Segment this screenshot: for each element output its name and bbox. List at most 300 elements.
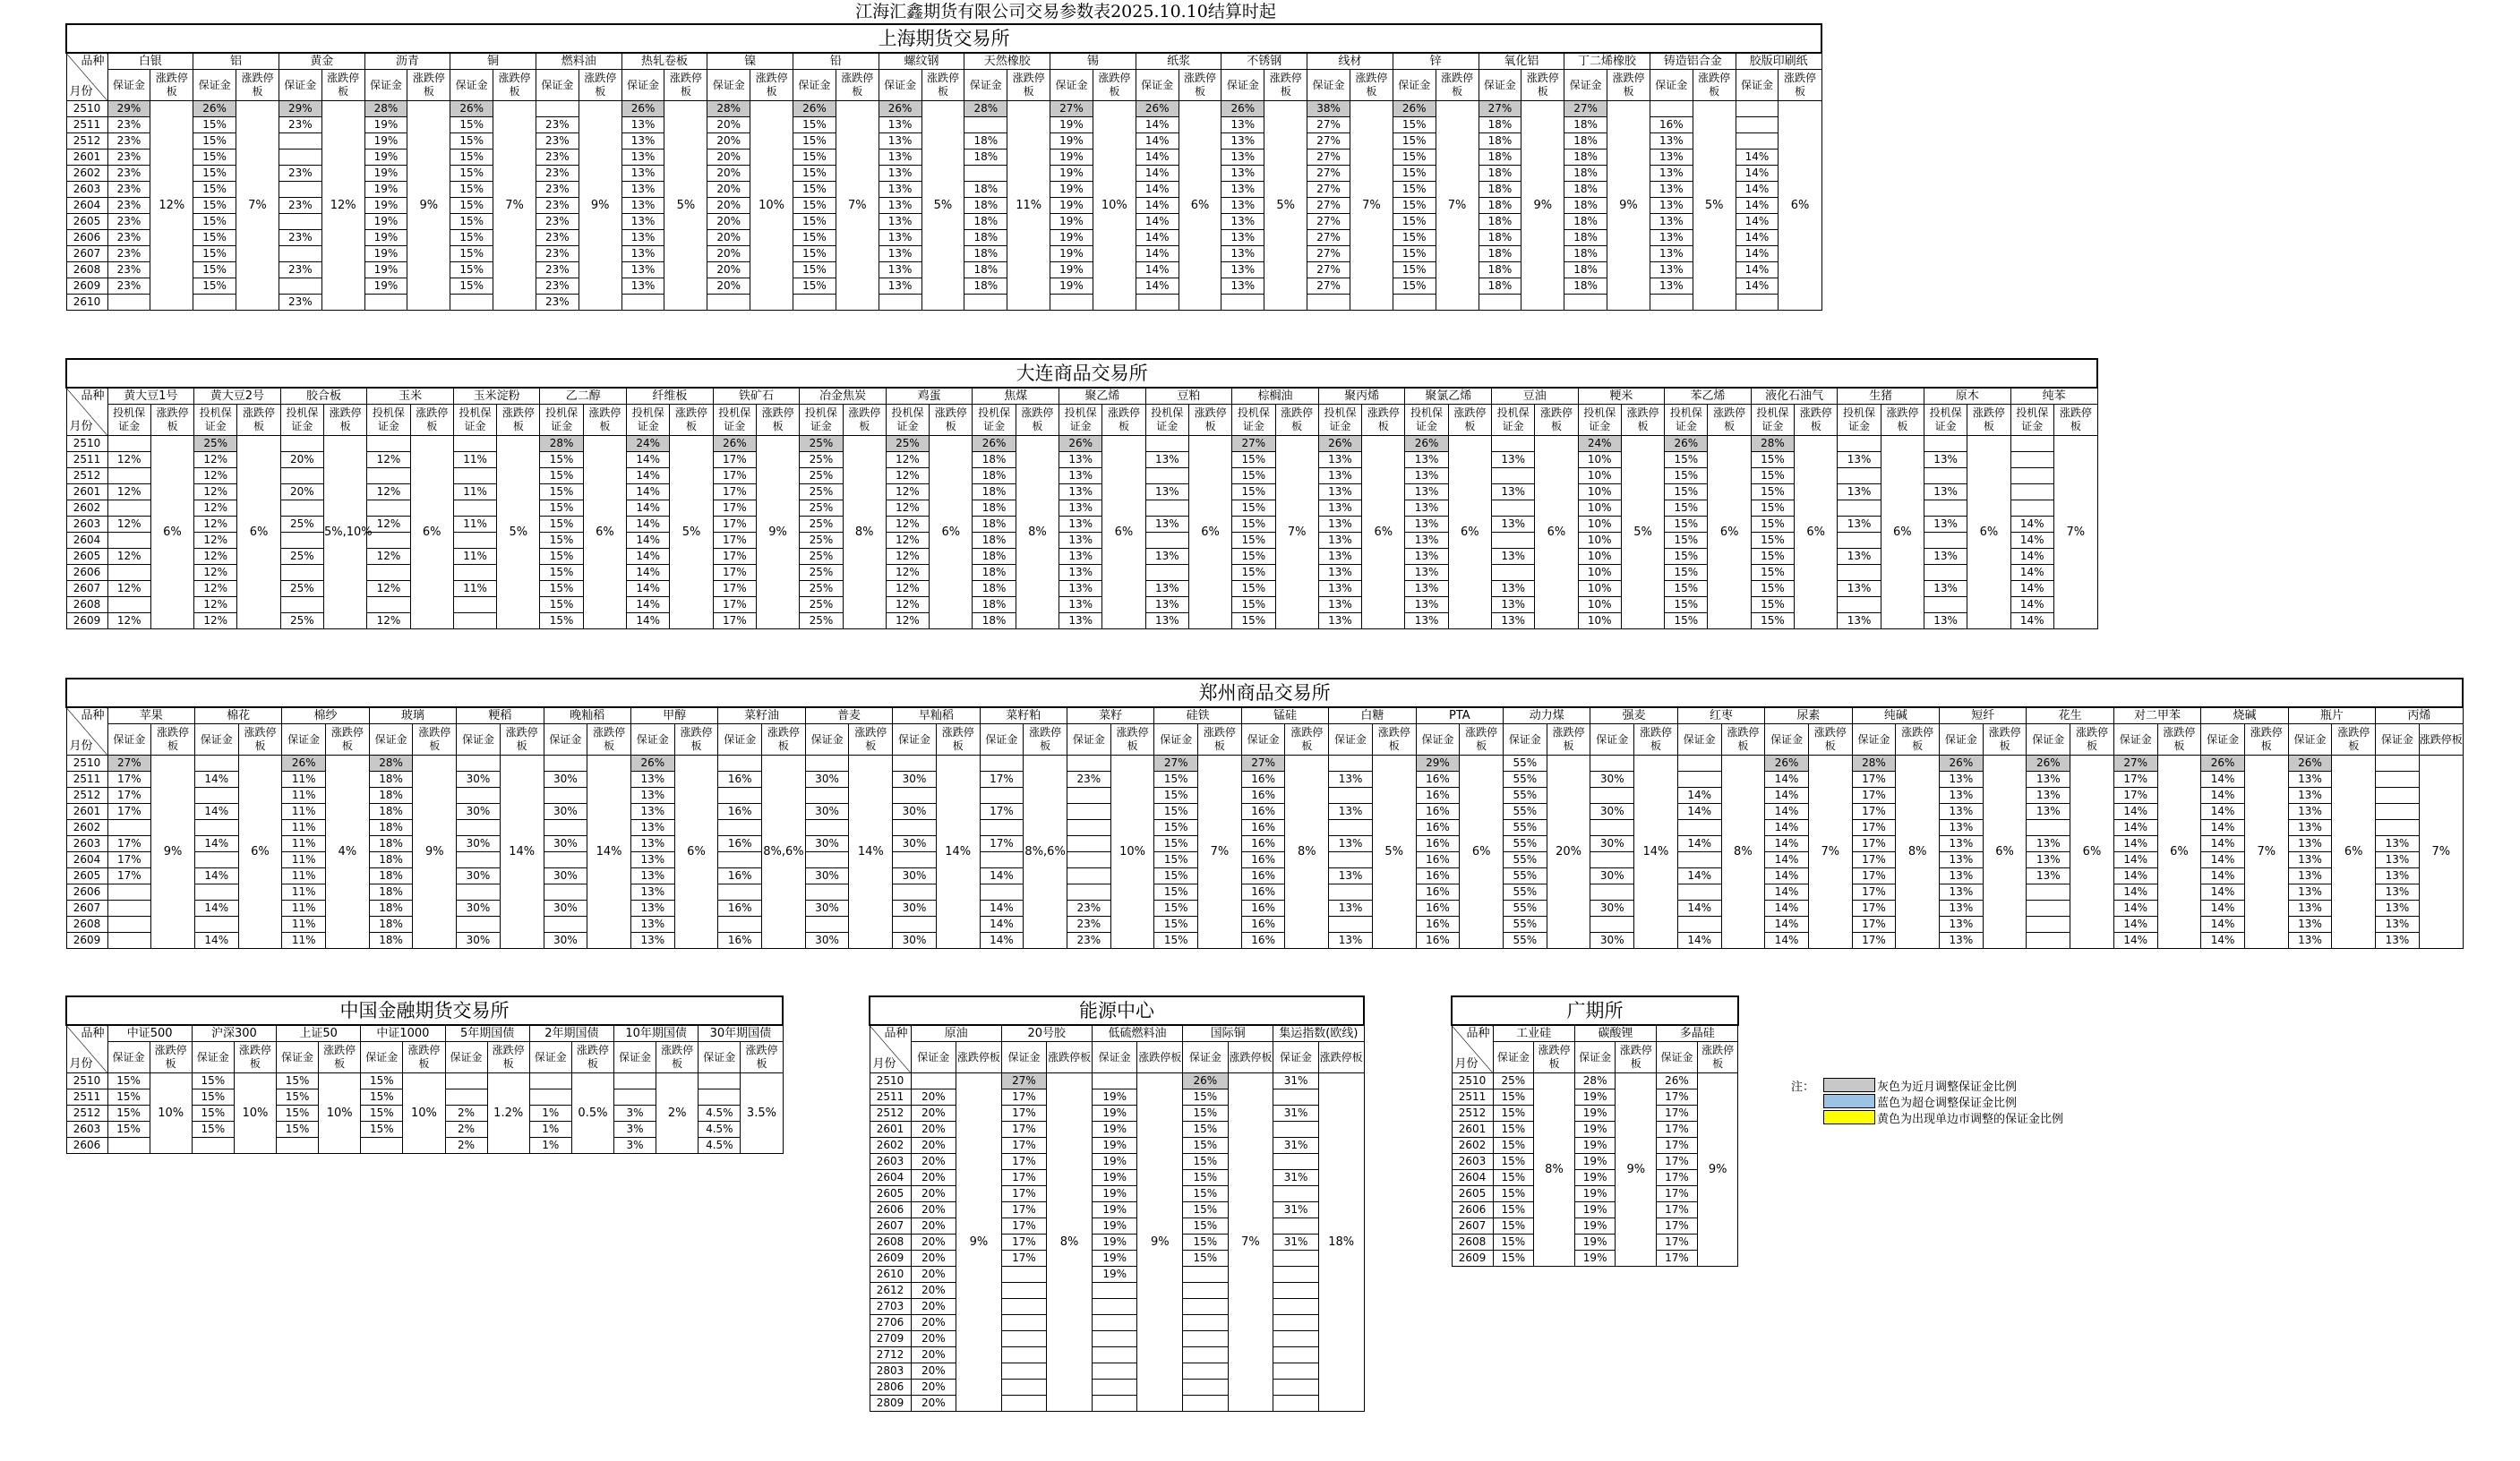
margin-cell: 28% — [1574, 1073, 1616, 1089]
month-row — [870, 1299, 1364, 1315]
price-limit-cell: 10% — [234, 1073, 276, 1154]
price-limit-cell: 7% — [2244, 756, 2288, 949]
margin-cell: 15% — [1751, 581, 1794, 597]
margin-cell — [194, 852, 238, 868]
product-name-row — [66, 388, 2097, 405]
margin-cell: 12% — [367, 517, 410, 533]
margin-cell: 14% — [1736, 214, 1779, 230]
margin-cell — [2010, 500, 2053, 517]
month-row — [870, 1315, 1364, 1331]
price-limit-cell: 8% — [1285, 756, 1329, 949]
margin-cell: 15% — [277, 1073, 319, 1089]
price-limit-cell: 6% — [1535, 436, 1578, 629]
margin-cell: 14% — [2201, 917, 2245, 933]
margin-cell: 20% — [911, 1251, 956, 1267]
margin-cell — [1838, 468, 1881, 484]
margin-cell: 12% — [886, 581, 929, 597]
margin-cell — [980, 884, 1024, 901]
margin-cell: 14% — [2201, 772, 2245, 788]
margin-cell: 13% — [1221, 246, 1264, 262]
margin-cell — [367, 500, 410, 517]
price-limit-cell: 9% — [413, 756, 457, 949]
price-limit-cell: 6% — [1102, 436, 1145, 629]
margin-cell: 55% — [1504, 788, 1547, 804]
product-name: 白银 — [107, 53, 193, 70]
limit-header: 涨跌停板 — [150, 1042, 192, 1073]
margin-cell: 15% — [793, 246, 836, 262]
margin-cell — [107, 820, 151, 836]
limit-header: 涨跌停板 — [1547, 724, 1590, 756]
product-name: 中证1000 — [361, 1025, 445, 1042]
margin-cell: 15% — [1493, 1106, 1534, 1122]
margin-cell — [1329, 852, 1373, 868]
margin-cell: 14% — [2010, 549, 2053, 565]
margin-cell: 17% — [1001, 1170, 1047, 1186]
margin-cell — [544, 788, 587, 804]
margin-cell — [964, 117, 1007, 133]
price-limit-cell: 12% — [150, 101, 193, 311]
margin-cell: 13% — [1405, 581, 1448, 597]
margin-cell: 15% — [1154, 901, 1198, 917]
product-name: 鸡蛋 — [886, 388, 973, 405]
margin-cell: 14% — [194, 772, 238, 788]
margin-cell: 24% — [1578, 436, 1621, 452]
margin-cell: 55% — [1504, 868, 1547, 884]
margin-cell — [1067, 788, 1110, 804]
margin-cell: 13% — [630, 917, 674, 933]
margin-cell: 19% — [1050, 278, 1093, 295]
margin-cell: 13% — [1405, 613, 1448, 629]
margin-cell: 19% — [1574, 1202, 1616, 1218]
margin-cell: 55% — [1504, 772, 1547, 788]
month-row — [1452, 1073, 1738, 1089]
margin-cell — [893, 852, 937, 868]
margin-cell: 16% — [1650, 117, 1693, 133]
variety-month-corner — [1452, 1025, 1493, 1073]
margin-cell: 13% — [1940, 917, 1984, 933]
margin-cell — [279, 278, 321, 295]
margin-cell: 26% — [1405, 436, 1448, 452]
margin-cell: 15% — [193, 198, 236, 214]
margin-cell: 20% — [911, 1122, 956, 1138]
margin-cell: 17% — [1852, 901, 1896, 917]
margin-header: 保证金 — [879, 70, 921, 101]
price-limit-cell: 5% — [670, 436, 713, 629]
margin-cell: 15% — [1665, 468, 1708, 484]
margin-cell: 15% — [793, 214, 836, 230]
margin-cell: 13% — [1650, 166, 1693, 182]
margin-cell: 15% — [450, 150, 493, 166]
month-row — [1452, 1138, 1738, 1154]
margin-cell — [544, 756, 587, 772]
margin-cell: 19% — [364, 150, 407, 166]
margin-cell: 15% — [540, 597, 583, 613]
margin-cell — [280, 436, 323, 452]
margin-cell — [457, 820, 501, 836]
margin-cell — [1092, 1073, 1137, 1089]
margin-cell: 18% — [964, 182, 1007, 198]
margin-cell — [1183, 1380, 1229, 1396]
margin-cell: 18% — [964, 198, 1007, 214]
margin-cell: 15% — [1493, 1186, 1534, 1202]
margin-cell: 15% — [1154, 868, 1198, 884]
variety-month-corner — [66, 388, 107, 436]
margin-cell — [1838, 500, 1881, 517]
margin-cell: 14% — [627, 452, 670, 468]
margin-cell — [614, 1073, 656, 1089]
limit-header: 涨跌停板 — [2070, 724, 2114, 756]
margin-cell: 13% — [1405, 565, 1448, 581]
margin-cell: 15% — [1665, 500, 1708, 517]
margin-cell: 13% — [1650, 230, 1693, 246]
price-limit-cell: 7% — [1350, 101, 1393, 311]
margin-cell: 13% — [1924, 549, 1967, 565]
limit-header: 涨跌停板 — [1188, 405, 1231, 436]
margin-cell — [718, 852, 762, 868]
margin-header: 保证金 — [2113, 724, 2157, 756]
margin-cell: 15% — [450, 262, 493, 278]
price-limit-cell: 5% — [1693, 101, 1736, 311]
margin-cell: 15% — [1154, 852, 1198, 868]
margin-cell: 17% — [1001, 1154, 1047, 1170]
margin-cell — [361, 1138, 403, 1154]
product-name: 铝 — [193, 53, 279, 70]
margin-cell: 14% — [194, 836, 238, 852]
margin-cell: 10% — [1578, 613, 1621, 629]
variety-label: 品种 — [884, 1027, 908, 1040]
limit-header: 涨跌停板 — [2332, 724, 2376, 756]
legend-text-blue: 蓝色为超仓调整保证金比例 — [1877, 1096, 2018, 1110]
margin-cell: 13% — [621, 198, 664, 214]
margin-cell: 13% — [2288, 917, 2332, 933]
margin-cell: 14% — [2113, 820, 2157, 836]
margin-cell — [194, 756, 238, 772]
margin-cell: 14% — [2010, 613, 2053, 629]
margin-cell: 19% — [1050, 246, 1093, 262]
margin-cell: 12% — [367, 452, 410, 468]
margin-cell: 14% — [2113, 901, 2157, 917]
margin-cell: 17% — [980, 836, 1024, 852]
exchange-grid — [65, 678, 2464, 949]
margin-cell: 19% — [1092, 1170, 1137, 1186]
margin-cell: 26% — [282, 756, 326, 772]
legend-row-yellow — [1791, 1109, 2063, 1125]
margin-cell: 15% — [793, 133, 836, 150]
margin-cell: 15% — [1665, 597, 1708, 613]
margin-cell — [1001, 1267, 1047, 1283]
month-row — [870, 1154, 1364, 1170]
margin-cell: 19% — [1092, 1202, 1137, 1218]
margin-cell: 14% — [1136, 166, 1179, 182]
margin-cell — [1736, 101, 1779, 117]
margin-cell: 15% — [540, 581, 583, 597]
margin-cell: 15% — [1493, 1202, 1534, 1218]
margin-cell: 13% — [879, 230, 921, 246]
margin-cell — [964, 166, 1007, 182]
margin-cell: 14% — [627, 549, 670, 565]
margin-cell: 13% — [1650, 198, 1693, 214]
product-name: 纯苯 — [2010, 388, 2097, 405]
margin-cell — [1273, 1299, 1319, 1315]
margin-cell — [2027, 820, 2070, 836]
margin-cell: 18% — [973, 613, 1016, 629]
margin-cell: 13% — [1838, 517, 1881, 533]
margin-cell: 30% — [544, 804, 587, 820]
margin-cell: 19% — [1050, 262, 1093, 278]
margin-cell: 13% — [1405, 484, 1448, 500]
margin-cell: 15% — [193, 133, 236, 150]
margin-cell: 18% — [369, 804, 413, 820]
margin-cell: 14% — [1765, 836, 1809, 852]
margin-cell: 13% — [630, 836, 674, 852]
margin-cell: 14% — [980, 901, 1024, 917]
margin-cell — [544, 852, 587, 868]
margin-cell: 15% — [1232, 565, 1275, 581]
margin-cell: 11% — [282, 917, 326, 933]
price-limit-cell: 6% — [1188, 436, 1231, 629]
margin-cell: 13% — [1059, 484, 1102, 500]
month-cell: 2606 — [870, 1202, 911, 1218]
margin-cell: 26% — [1059, 436, 1102, 452]
margin-cell: 17% — [1001, 1106, 1047, 1122]
margin-cell: 12% — [886, 565, 929, 581]
month-cell: 2601 — [66, 150, 107, 166]
margin-cell: 17% — [1001, 1089, 1047, 1106]
margin-cell: 15% — [277, 1089, 319, 1106]
margin-cell — [367, 468, 410, 484]
margin-cell: 55% — [1504, 836, 1547, 852]
margin-cell: 20% — [911, 1380, 956, 1396]
margin-cell: 31% — [1273, 1235, 1319, 1251]
product-name: 硅铁 — [1154, 707, 1241, 724]
margin-header: 保证金 — [1307, 70, 1350, 101]
margin-cell: 4.5% — [699, 1106, 741, 1122]
product-name: 聚丙烯 — [1318, 388, 1405, 405]
margin-cell: 15% — [1665, 613, 1708, 629]
margin-cell: 17% — [107, 788, 151, 804]
margin-cell: 13% — [1405, 533, 1448, 549]
month-cell: 2609 — [66, 613, 107, 629]
margin-cell — [1273, 1315, 1319, 1331]
price-limit-cell: 8% — [1896, 756, 1940, 949]
limit-header: 涨跌停板 — [1693, 70, 1736, 101]
price-limit-cell: 7% — [1228, 1073, 1273, 1412]
margin-cell: 15% — [1183, 1186, 1229, 1202]
margin-cell: 13% — [1838, 549, 1881, 565]
price-limit-cell: 9% — [1697, 1073, 1738, 1267]
margin-cell — [1273, 1396, 1319, 1412]
price-limit-cell: 9% — [151, 756, 195, 949]
product-name: 国际铜 — [1183, 1025, 1273, 1042]
limit-header: 涨跌停板 — [750, 70, 793, 101]
month-row — [1452, 1251, 1738, 1267]
variety-label: 品种 — [81, 1027, 105, 1040]
margin-cell: 11% — [282, 788, 326, 804]
margin-cell: 15% — [450, 117, 493, 133]
month-cell: 2608 — [66, 917, 107, 933]
margin-cell — [107, 500, 150, 517]
margin-cell: 13% — [2288, 772, 2332, 788]
margin-cell: 28% — [540, 436, 583, 452]
margin-cell: 18% — [973, 533, 1016, 549]
margin-cell: 10% — [1578, 549, 1621, 565]
margin-header: 投机保证金 — [107, 405, 150, 436]
limit-header: 涨跌停板 — [1808, 724, 1852, 756]
margin-cell: 13% — [621, 230, 664, 246]
limit-header: 涨跌停板 — [1110, 724, 1154, 756]
margin-cell: 16% — [1241, 884, 1285, 901]
margin-cell: 15% — [1665, 452, 1708, 468]
margin-header: 投机保证金 — [886, 405, 929, 436]
margin-cell: 18% — [973, 484, 1016, 500]
margin-cell: 14% — [1136, 230, 1179, 246]
margin-header: 保证金 — [1677, 724, 1721, 756]
margin-cell: 17% — [2113, 772, 2157, 788]
margin-cell: 23% — [536, 182, 579, 198]
margin-header: 保证金 — [1001, 1042, 1047, 1073]
price-limit-cell: 4% — [326, 756, 370, 949]
margin-cell: 23% — [107, 214, 150, 230]
margin-cell: 18% — [369, 884, 413, 901]
margin-cell: 13% — [1145, 613, 1188, 629]
margin-cell: 17% — [1852, 917, 1896, 933]
month-cell: 2806 — [870, 1380, 911, 1396]
margin-cell — [367, 436, 410, 452]
margin-cell: 15% — [793, 262, 836, 278]
product-name: 集运指数(欧线) — [1273, 1025, 1364, 1042]
margin-cell — [1924, 500, 1967, 517]
limit-header: 涨跌停板 — [674, 724, 718, 756]
exchange-grid — [65, 358, 2098, 629]
month-cell: 2602 — [66, 500, 107, 517]
margin-cell: 15% — [277, 1106, 319, 1122]
margin-cell: 17% — [713, 468, 756, 484]
margin-cell — [893, 917, 937, 933]
margin-cell: 15% — [193, 214, 236, 230]
margin-cell: 19% — [1050, 230, 1093, 246]
margin-header: 保证金 — [980, 724, 1024, 756]
product-name: 乙二醇 — [540, 388, 627, 405]
month-cell: 2610 — [66, 295, 107, 311]
margin-cell: 17% — [713, 517, 756, 533]
margin-cell: 17% — [107, 868, 151, 884]
product-name: 纸浆 — [1136, 53, 1221, 70]
margin-cell: 30% — [1590, 772, 1634, 788]
limit-header: 涨跌停板 — [1137, 1042, 1183, 1073]
margin-cell: 13% — [1221, 150, 1264, 166]
limit-header: 涨跌停板 — [1102, 405, 1145, 436]
margin-cell — [1492, 436, 1535, 452]
margin-cell — [1145, 436, 1188, 452]
product-name: 锡 — [1050, 53, 1136, 70]
margin-cell: 27% — [1307, 278, 1350, 295]
margin-cell: 13% — [1059, 581, 1102, 597]
margin-cell: 15% — [1665, 549, 1708, 565]
margin-header: 保证金 — [893, 724, 937, 756]
product-name: 烧碱 — [2201, 707, 2288, 724]
month-cell: 2604 — [1452, 1170, 1493, 1186]
legend-text-yellow: 黄色为出现单边市调整的保证金比例 — [1877, 1112, 2064, 1126]
margin-cell: 13% — [2376, 852, 2420, 868]
limit-header: 涨跌停板 — [2157, 724, 2201, 756]
month-row — [870, 1251, 1364, 1267]
margin-cell: 13% — [1059, 452, 1102, 468]
variety-month-corner — [66, 53, 107, 101]
price-limit-cell: 8% — [1721, 756, 1765, 949]
margin-cell: 14% — [1736, 150, 1779, 166]
margin-cell: 13% — [1059, 500, 1102, 517]
margin-cell: 27% — [1307, 166, 1350, 182]
margin-cell: 13% — [630, 820, 674, 836]
margin-cell: 11% — [453, 517, 496, 533]
margin-cell: 11% — [453, 581, 496, 597]
product-name: 豆粕 — [1145, 388, 1232, 405]
margin-cell: 13% — [2027, 868, 2070, 884]
price-limit-cell: 8% — [1016, 436, 1059, 629]
margin-cell: 30% — [457, 933, 501, 949]
margin-cell: 14% — [194, 804, 238, 820]
margin-cell — [1092, 1283, 1137, 1299]
margin-cell: 12% — [886, 484, 929, 500]
limit-header: 涨跌停板 — [150, 405, 193, 436]
margin-cell — [1092, 1363, 1137, 1380]
margin-cell: 18% — [369, 901, 413, 917]
product-name: 20号胶 — [1001, 1025, 1092, 1042]
margin-cell: 18% — [1479, 133, 1521, 150]
margin-cell — [1273, 1331, 1319, 1347]
margin-cell: 2% — [445, 1122, 487, 1138]
month-row — [66, 484, 2097, 500]
margin-cell — [457, 788, 501, 804]
product-name: 低硫燃料油 — [1092, 1025, 1182, 1042]
margin-cell: 18% — [964, 150, 1007, 166]
margin-cell — [1067, 756, 1110, 772]
margin-cell: 14% — [627, 581, 670, 597]
margin-cell: 17% — [713, 533, 756, 549]
margin-cell: 13% — [1405, 517, 1448, 533]
margin-cell: 15% — [1393, 133, 1436, 150]
margin-cell — [1092, 1299, 1137, 1315]
margin-cell: 14% — [627, 613, 670, 629]
limit-header: 涨跌停板 — [670, 405, 713, 436]
margin-cell: 17% — [980, 772, 1024, 788]
margin-cell: 17% — [1852, 852, 1896, 868]
margin-cell: 14% — [1765, 788, 1809, 804]
price-limit-cell: 6% — [1179, 101, 1221, 311]
margin-header: 保证金 — [107, 1042, 150, 1073]
margin-cell: 15% — [1154, 933, 1198, 949]
margin-cell: 13% — [1650, 262, 1693, 278]
margin-cell — [1492, 468, 1535, 484]
margin-cell: 17% — [1657, 1202, 1698, 1218]
margin-cell: 15% — [1393, 198, 1436, 214]
margin-cell — [107, 917, 151, 933]
margin-cell: 4.5% — [699, 1138, 741, 1154]
margin-cell: 14% — [1677, 933, 1721, 949]
margin-cell — [457, 917, 501, 933]
exchange-title-row — [870, 996, 1364, 1025]
limit-header: 涨跌停板 — [1198, 724, 1242, 756]
margin-cell: 15% — [540, 549, 583, 565]
month-cell: 2512 — [1452, 1106, 1493, 1122]
price-limit-cell: 10% — [150, 1073, 192, 1154]
margin-cell: 18% — [964, 230, 1007, 246]
month-cell: 2511 — [66, 772, 107, 788]
price-limit-cell: 6% — [1708, 436, 1751, 629]
margin-cell — [893, 820, 937, 836]
margin-cell: 17% — [1852, 804, 1896, 820]
legend-text-grey: 灰色为近月调整保证金比例 — [1877, 1080, 2018, 1094]
